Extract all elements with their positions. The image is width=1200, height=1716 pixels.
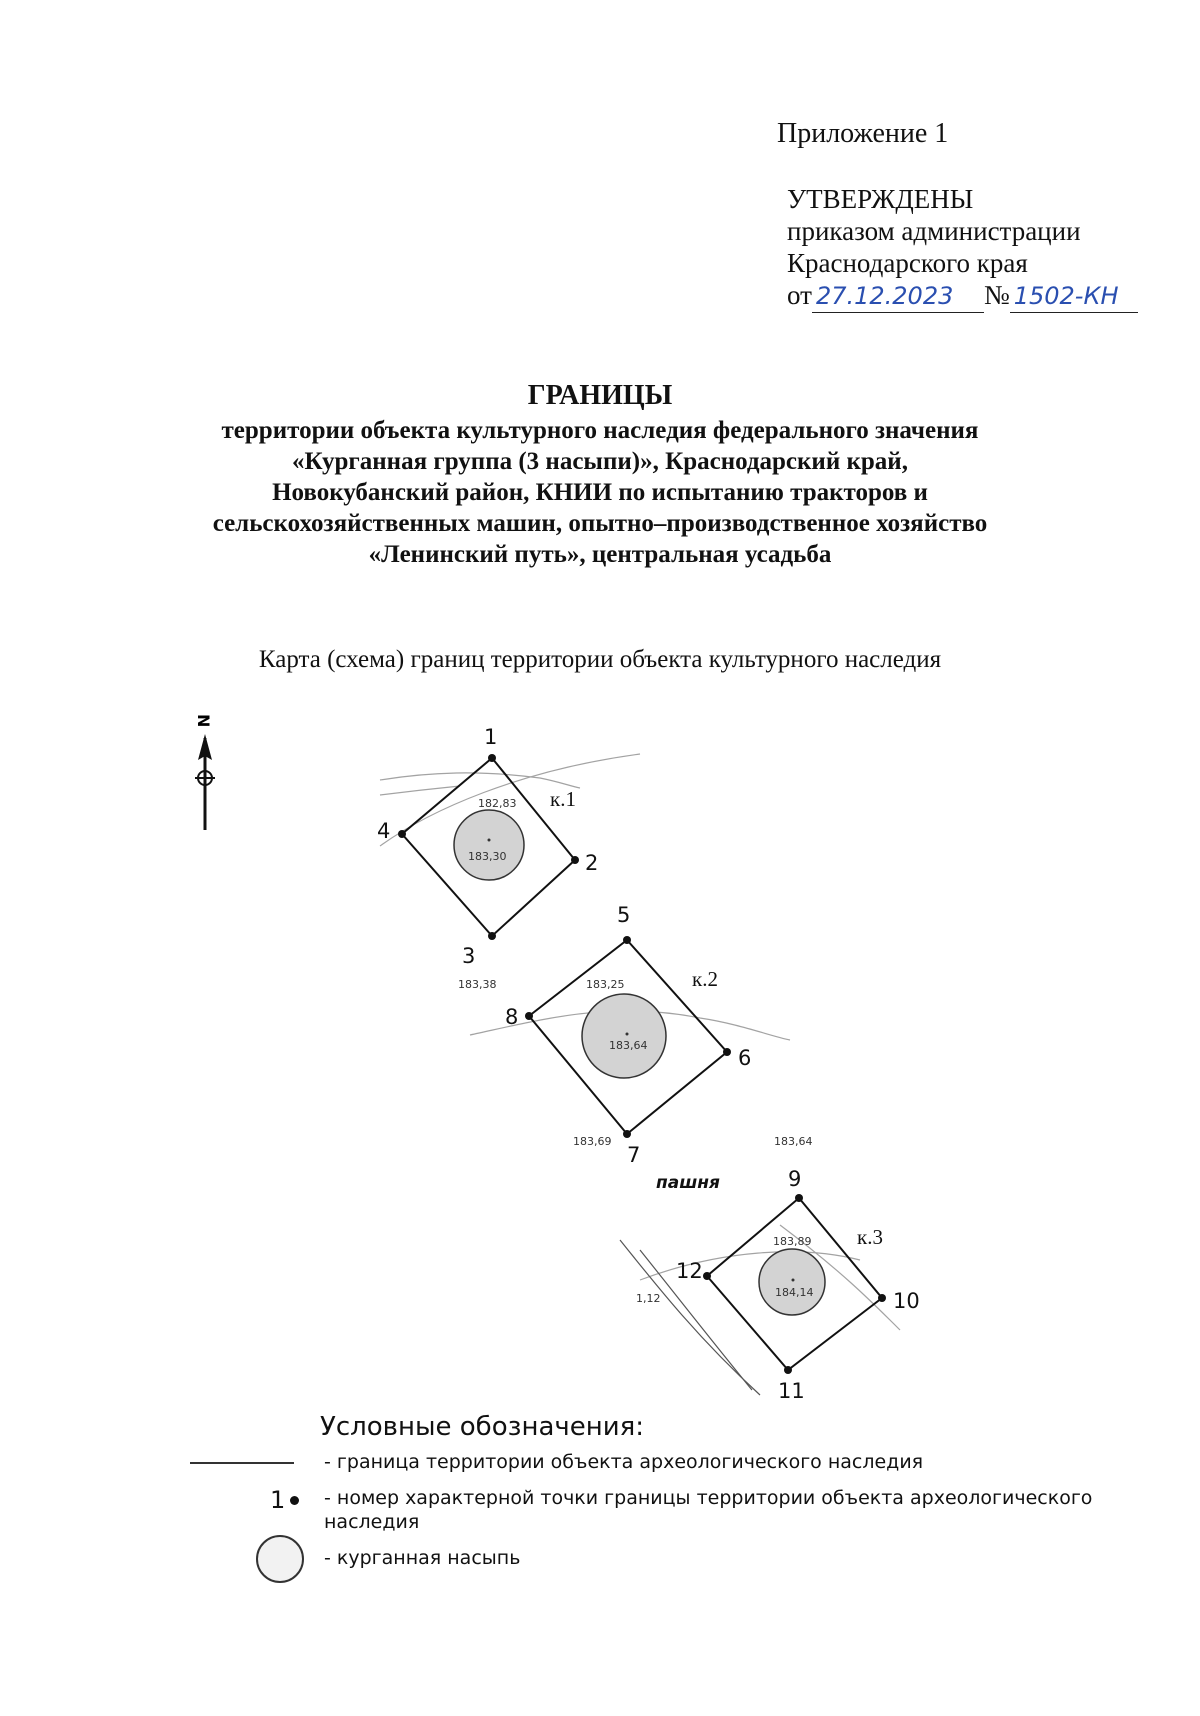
boundary-point-4 [398, 830, 406, 838]
elevation-marks [458, 797, 814, 1305]
order-line [787, 279, 1138, 313]
mound-2-circle [582, 994, 666, 1078]
issuer-line-2: Краснодарского края [787, 248, 1028, 278]
point-label-7: 7 [627, 1143, 641, 1167]
point-label-1: 1 [484, 725, 498, 749]
title-line-4: сельскохозяйственных машин, опытно–производственное хозяйство [212, 510, 988, 537]
order-date: 27.12.2023 [812, 280, 984, 313]
point-label-6: 6 [738, 1046, 752, 1070]
boundary-map [0, 690, 1200, 1410]
legend-item-point: - номер характерной точки границы территории объекта археологического наследия [324, 1487, 1093, 1533]
boundary-point-11 [784, 1366, 792, 1374]
boundary-point-7 [623, 1130, 631, 1138]
boundary-point-3 [488, 932, 496, 940]
contour-line [380, 773, 580, 788]
mound-3-center-elevation: 184,14 [775, 1286, 814, 1299]
title-line-3: Новокубанский район, КНИИ по испытанию тракторов и [272, 479, 928, 506]
contour-line [640, 1252, 860, 1280]
boundary-point-12 [703, 1272, 711, 1280]
title-line-5: «Ленинский путь», центральная усадьба [368, 541, 832, 568]
map-caption: Карта (схема) границ территории объекта культурного наследия [258, 646, 942, 673]
title-line-1: территории объекта культурного наследия федерального значения [221, 417, 979, 444]
land-label: пашня [656, 1173, 720, 1193]
point-label-2: 2 [585, 851, 599, 875]
mound-3-center-mark [792, 1279, 795, 1282]
mound-1 [402, 758, 575, 936]
mound-label-1: к.1 [550, 787, 576, 811]
issuer-line-1: приказом администрации [787, 216, 1081, 246]
mound-2-center-mark [626, 1033, 629, 1036]
appendix-label: Приложение 1 [777, 118, 949, 149]
boundary-point-5 [623, 936, 631, 944]
boundary-point-1 [488, 754, 496, 762]
mound-3-circle [759, 1249, 825, 1315]
mound-1-center-elevation: 183,30 [468, 850, 507, 863]
north-arrow [194, 714, 215, 830]
title-main: ГРАНИЦЫ [527, 380, 673, 411]
point-label-9: 9 [788, 1167, 802, 1191]
legend-item-boundary: - граница территории объекта археологического наследия [324, 1451, 924, 1473]
legend-item-mound: - курганная насыпь [324, 1547, 521, 1569]
boundary-point-10 [878, 1294, 886, 1302]
point-label-4: 4 [377, 819, 391, 843]
mound-2-center-elevation: 183,64 [609, 1039, 648, 1052]
number-prefix: № [983, 280, 1010, 310]
mound-1-edge-elevation: 182,83 [478, 797, 517, 810]
title-line-2: «Курганная группа (3 насыпи)», Краснодарский край, [292, 448, 908, 475]
north-label: N [194, 714, 213, 728]
legend-point-dot-symbol [290, 1496, 299, 1505]
mound-1-circle [454, 810, 524, 880]
point-label-10: 10 [893, 1289, 920, 1313]
point-label-11: 11 [778, 1379, 805, 1403]
mound-3 [707, 1198, 882, 1370]
elevation-mark: 1,12 [636, 1292, 661, 1305]
contour-line [380, 786, 460, 795]
mound-label-3: к.3 [857, 1225, 883, 1249]
document-title [150, 380, 1050, 570]
boundary-point-8 [525, 1012, 533, 1020]
boundary-point-2 [571, 856, 579, 864]
date-prefix: от [787, 280, 812, 310]
order-number: 1502-КН [1010, 280, 1138, 313]
approved-label: УТВЕРЖДЕНЫ [787, 184, 974, 214]
point-label-12: 12 [676, 1259, 703, 1283]
boundary-point-9 [795, 1194, 803, 1202]
point-label-8: 8 [505, 1005, 519, 1029]
elevation-mark: 183,38 [458, 978, 497, 991]
mound-3-edge-elevation: 183,89 [773, 1235, 812, 1248]
point-label-5: 5 [617, 903, 631, 927]
legend-point-number-symbol: 1 [270, 1486, 286, 1514]
boundary-point-6 [723, 1048, 731, 1056]
elevation-mark: 183,64 [774, 1135, 813, 1148]
point-label-3: 3 [462, 944, 476, 968]
approval-block [787, 183, 1138, 313]
mound-1-center-mark [488, 839, 491, 842]
elevation-mark: 183,69 [573, 1135, 612, 1148]
mound-label-2: к.2 [692, 967, 718, 991]
legend-title: Условные обозначения: [320, 1412, 645, 1442]
legend-boundary-line-symbol [190, 1462, 294, 1464]
mound-2-edge-elevation: 183,25 [586, 978, 625, 991]
legend-mound-circle-symbol [256, 1535, 304, 1583]
